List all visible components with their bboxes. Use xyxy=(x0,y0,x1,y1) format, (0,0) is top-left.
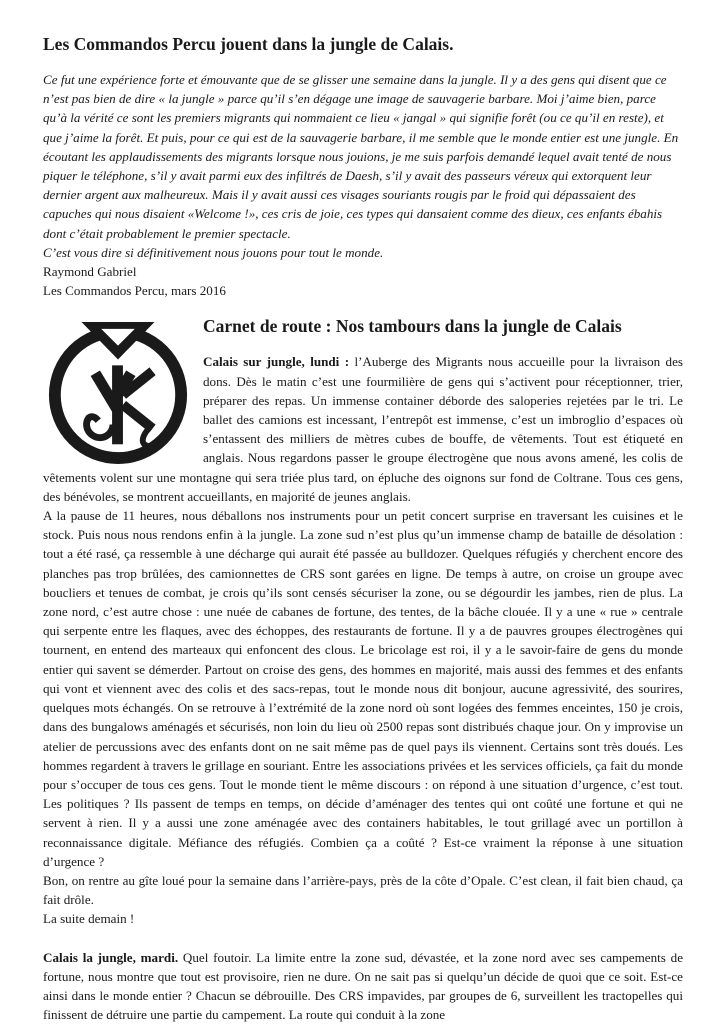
day2-heading: Calais la jungle, mardi. xyxy=(43,949,179,965)
day1-text: l’Auberge des Migrants nous accueille pour la livraison des dons. Dès le matin c’est une fourmilière de gens qui s’activent pour réceptionner, trier, préparer des repas. Un immense container déborde des saloperies rejetées par le tri. Le ballet des camions est incessant, l’entrepôt est immense, c’est un imbroglio d’espaces où s’entassent des milliers de mètres cubes de bouffe, de vêtements. Tout est étiqueté en anglais. Nous regardons passer le groupe électrogène que nous avons amené, les colis de vêtements volent sur une montagne qui sera triée plus tard, on épluche des oignons sur fond de Coltrane. Tous ces gens, des bénévoles, se montrent accueillants, en majorité de jeunes anglais. xyxy=(43,354,683,504)
section-title: Carnet de route : Nos tambours dans la jungle de Calais xyxy=(203,316,622,337)
signature-line: Les Commandos Percu, mars 2016 xyxy=(43,283,226,299)
article-title: Les Commandos Percu jouent dans la jungle de Calais. xyxy=(43,34,454,54)
day1-heading: Calais sur jungle, lundi : xyxy=(203,354,350,370)
intro-paragraph: Ce fut une expérience forte et émouvante que de se glisser une semaine dans la jungle. Il y a des gens qui disent que ce n’est pas bien de dire « la jungle » parce qu’il s’en dégage une image de sauvagerie barbare. Moi j’aime bien, parce qu’à la vérité ce sont les premiers migrants qui nommaient ce lieu « jangal » qui signifie forêt (ou ce qu’il en reste), et que j’aime la forêt. Et puis, pour ce qui est de la sauvagerie barbare, il me semble que le monde entier est une jungle. En écoutant les applaudissements des migrants lorsque nous jouions, je me suis parfois demandé lequel avait tenté de nous piquer le téléphone, s’il y avait parmi eux des infiltrés de Daesh, s’il y avait des passeurs véreux qui extorquent leur dernier argent aux malheureux. Mais il y avait aussi ces visages souriants rougis par le froid qui dépassaient des capuches qui nous disaient «Welcome !», ces cris de joie, ces types qui dansaient comme des dieux, ces enfants ébahis dont c’était probablement le premier spectacle. xyxy=(43,72,679,241)
body-paragraph: Bon, on rentre au gîte loué pour la semaine dans l’arrière-pays, près de la côte d’Opale. C’est clean, il fait bien chaud, ça fait drôle. xyxy=(43,872,683,908)
paragraph-gap xyxy=(43,929,683,948)
day2-text: Quel foutoir. La limite entre la zone sud, dévastée, et la zone nord avec ses campements de fortune, nous montre que tout est provisoire, rien ne dure. On ne sait pas si quelqu’un décide de quoi que ce soit. Est-ce ainsi dans le monde entier ? Chacun se débrouille. Des CRS impavides, par groupes de 6, surveillent les tractopelles qui finissent de détruire une partie du campement. La route qui conduit à la zone xyxy=(43,949,684,1023)
commandos-percu-logo xyxy=(43,318,193,466)
body-paragraph: A la pause de 11 heures, nous déballons nos instruments pour un petit concert surprise en traversant les cuisines et le stock. Puis nous nous rendons enfin à la jungle. La zone sud n’est plus qu’un immense champ de bataille de désolation : tout a été rasé, ça ressemble à une décharge qui aurait été passée au bulldozer. Quelques réfugiés y cherchent encore des planches pas trop brûlées, des camionnettes de CRS sont garées en ligne. De temps à autre, on croise un groupe avec boucliers et tenues de combat, je crois qu’ils sont censés sécuriser la zone, ou se dégourdir les jambes, rien de plus. La zone nord, c’est autre chose : une nuée de cabanes de fortune, des tentes, de la bâche clouée. Il y a une « rue » centrale qui serpente entre les flaques, avec des échoppes, des restaurants de fortune. Il y a de pauvres groupes électrogènes qui tournent, en entend des marteaux qui enfoncent des clous. Le bricolage est roi, il y a le savoir-faire de gens du monde entier qui savent se démerder. Partout on croise des gens, des hommes en majorité, mais aussi des femmes et des enfants qui vont et viennent avec des colis et des sacs-repas, tout le monde nous dit bonjour, aucune agressivité, des sourires, quelques mots échangés. On se retrouve à l’extrémité de la zone nord où sont logées des femmes enceintes, 150 je crois, dans des bungalows aménagés et sécurisés, non loin du lieu où 2500 repas sont distribués chaque jour. On y improvise un atelier de percussions avec des enfants dont on ne sait même pas de quel pays ils viennent. Certains sont très doués. Les hommes regardent à travers le grillage en souriant. Entre les associations privées et les services officiels, ça fait du monde pour s’occuper de tous ces gens. Tout le monde tient le même discours : on répond à une situation d’urgence, c’est tout. Les politiques ? Ils passent de temps en temps, on décide d’aménager des tentes qui ont coûté une fortune et qui ne servent à rien. Il y a aussi une zone aménagée avec des containers habitables, le tout grillagé avec un portillon à reconnaissance digitale. Méfiance des réfugiés. Combien ça a coûté ? Est-ce vraiment la réponse à une situation d’urgence ? xyxy=(43,508,683,869)
intro-block xyxy=(43,70,683,262)
day2-paragraph xyxy=(43,948,683,1024)
body-paragraph: La suite demain ! xyxy=(43,911,135,927)
signature-block xyxy=(43,262,683,300)
document-page xyxy=(43,32,683,1024)
intro-paragraph: C’est vous dire si définitivement nous jouons pour tout le monde. xyxy=(43,244,384,260)
author-name: Raymond Gabriel xyxy=(43,264,137,280)
